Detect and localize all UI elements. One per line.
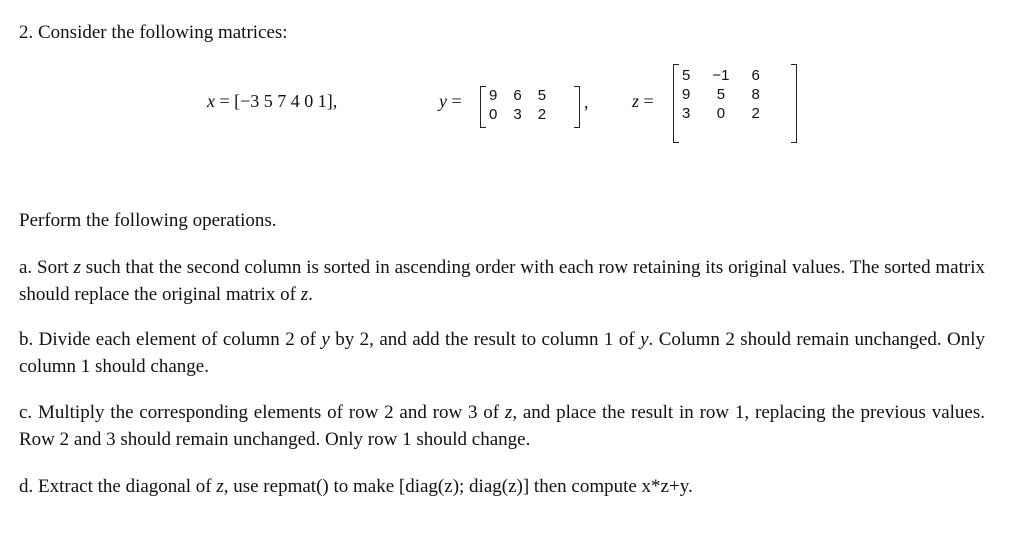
x-variable: x xyxy=(207,91,215,111)
y-matrix-cell: 2 xyxy=(537,106,547,123)
instruction-b-var: y xyxy=(321,329,330,350)
z-equals: = xyxy=(639,91,654,111)
y-matrix-cell: 0 xyxy=(489,106,498,123)
instruction-c-suffix: , and place the result in row 1, replacing the previous values. Row 2 and 3 should remain unchanged. Only row 1 should change. xyxy=(19,402,986,450)
z-matrix-row xyxy=(676,85,766,104)
z-matrix-cell: 9 xyxy=(682,86,691,103)
z-matrix-cell: 0 xyxy=(716,105,726,122)
y-matrix-label xyxy=(439,91,462,112)
z-right-bracket xyxy=(791,64,797,143)
y-matrix-cell: 5 xyxy=(537,87,547,104)
y-matrix-cell: 3 xyxy=(513,106,522,123)
instruction-a-var: z xyxy=(300,284,309,305)
y-matrix-row xyxy=(483,86,552,105)
z-matrix-label xyxy=(632,91,654,112)
instructions-intro: Perform the following operations. xyxy=(19,210,277,231)
instruction-b xyxy=(19,326,985,380)
instruction-a-suffix: . xyxy=(308,284,313,305)
y-variable: y xyxy=(439,91,447,111)
z-matrix-cell: 8 xyxy=(751,86,760,103)
y-matrix-cell: 6 xyxy=(513,87,522,104)
instruction-a-middle: such that the second column is sorted in ascending order with each row retaining its original values. The sorted matrix should replace the original matrix of xyxy=(19,257,986,305)
y-right-bracket xyxy=(574,86,580,128)
z-matrix xyxy=(676,66,766,123)
instruction-c-prefix: c. Multiply the corresponding elements of row 2 and row 3 of xyxy=(19,402,505,423)
y-matrix xyxy=(483,86,552,124)
instruction-b-prefix: b. Divide each element of column 2 of xyxy=(19,329,322,350)
instruction-b-var: y xyxy=(640,329,649,350)
instruction-a xyxy=(19,254,985,308)
z-matrix-cell: −1 xyxy=(712,67,730,84)
instruction-b-middle: by 2, and add the result to column 1 of xyxy=(329,329,641,350)
y-matrix-row xyxy=(483,105,552,124)
z-matrix-cell: 2 xyxy=(751,105,760,122)
z-variable: z xyxy=(632,91,640,111)
instruction-c-var: z xyxy=(504,402,513,423)
instruction-d-var: z xyxy=(216,476,224,497)
z-matrix-cell: 5 xyxy=(682,67,691,84)
y-equals: = xyxy=(447,91,462,111)
z-matrix-cell: 3 xyxy=(682,105,691,122)
instruction-c xyxy=(19,399,985,453)
x-vector-values: = [−3 5 7 4 0 1], xyxy=(215,91,338,111)
instruction-d xyxy=(19,473,985,500)
instruction-a-var: z xyxy=(73,257,81,278)
x-vector-definition xyxy=(207,91,337,112)
instruction-d-suffix: , use repmat() to make [diag(z); diag(z)] then compute x*z+y. xyxy=(223,476,693,497)
z-matrix-row xyxy=(676,104,766,123)
y-matrix-cell: 9 xyxy=(489,87,498,104)
z-matrix-row xyxy=(676,66,766,85)
z-matrix-cell: 6 xyxy=(751,67,760,84)
z-matrix-cell: 5 xyxy=(716,86,726,103)
instruction-d-prefix: d. Extract the diagonal of xyxy=(19,476,217,497)
instruction-b-suffix: . Column 2 should remain unchanged. Only column 1 should change. xyxy=(19,329,985,377)
instruction-a-prefix: a. Sort xyxy=(19,257,74,278)
question-title: 2. Consider the following matrices: xyxy=(19,22,288,43)
y-trailing-comma: , xyxy=(584,92,589,112)
